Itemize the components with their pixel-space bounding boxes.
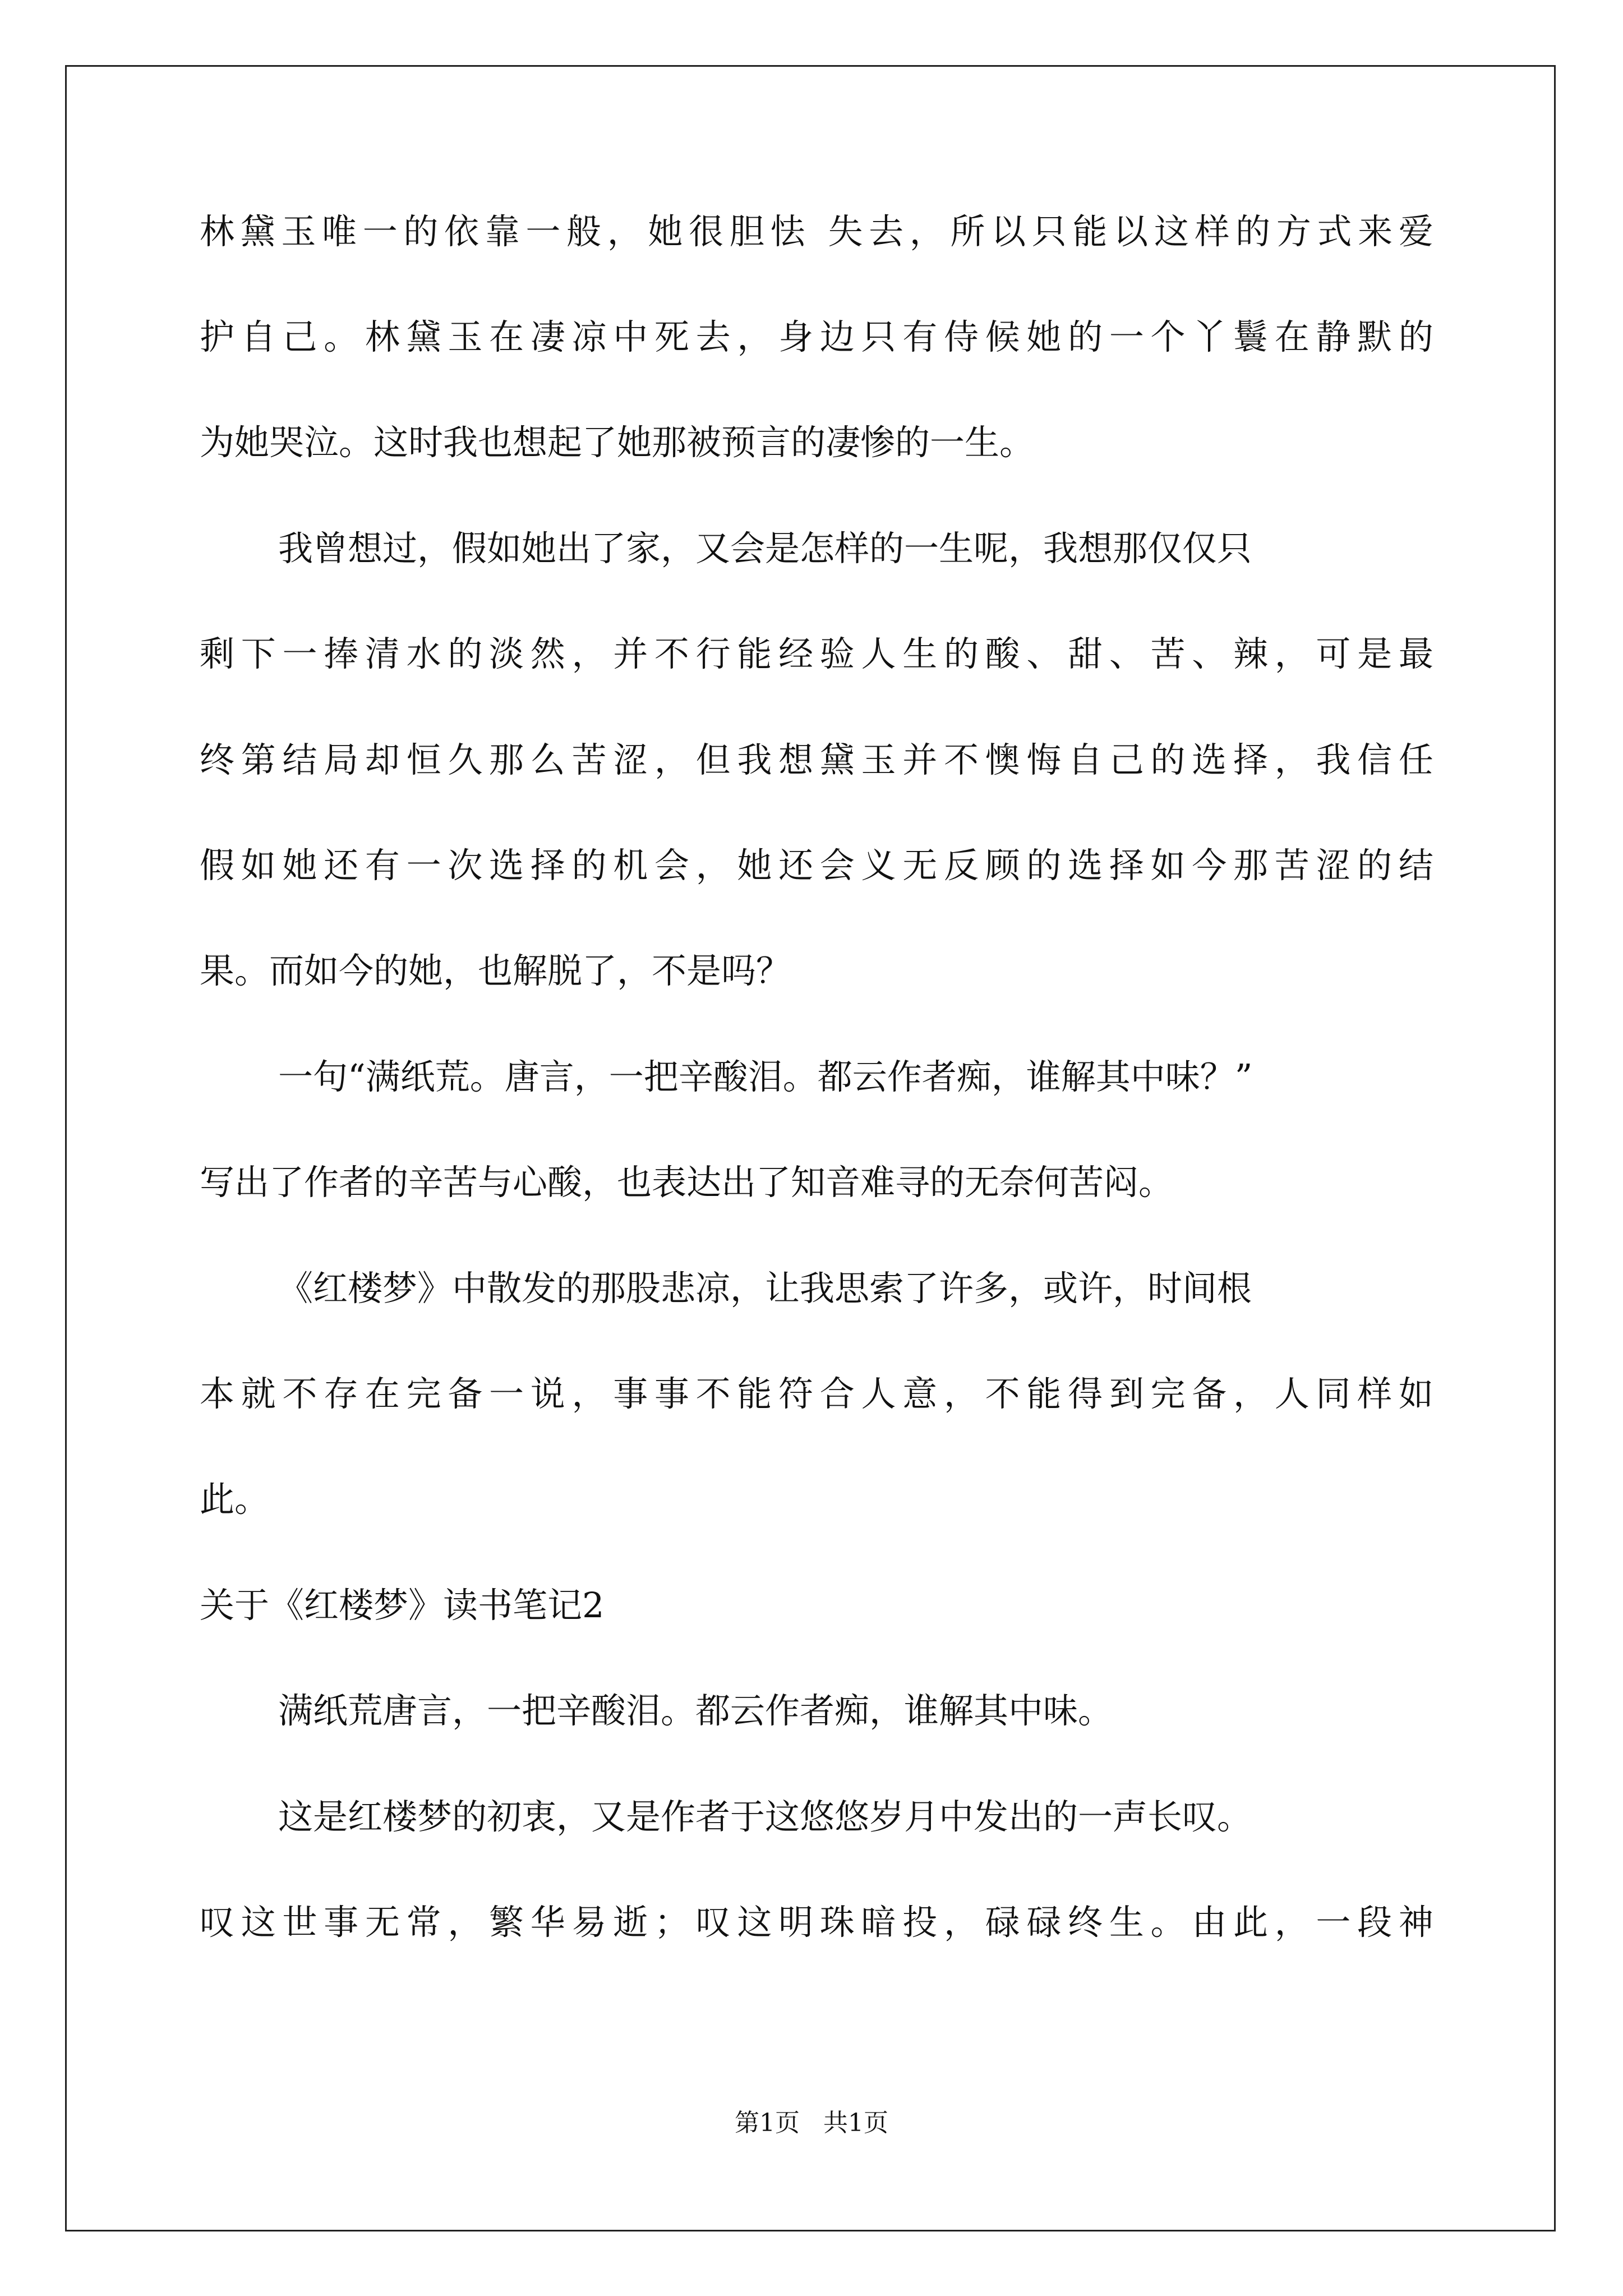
paragraph-first-line: 一句“满纸荒。唐言，一把辛酸泪。都云作者痴，谁解其中味？”	[278, 1056, 1253, 1097]
page-number-footer: 第1页 共1页	[735, 2109, 888, 2137]
body-line: 为她哭泣。这时我也想起了她那被预言的凄惨的一生。	[200, 422, 1035, 463]
section-heading: 关于《红楼梦》读书笔记2	[200, 1585, 605, 1626]
paragraph-first-line: 这是红楼梦的初衷，又是作者于这悠悠岁月中发出的一声长叹。	[278, 1796, 1252, 1837]
body-line: 剩 下 一 捧 清 水 的 淡 然 ， 并 不 行 能 经 验 人 生 的 酸 、 甜 、 苦 、 辣 ， 可 是 最	[200, 633, 1433, 674]
body-line: 林 黛 玉 唯 一 的 依 靠 一 般 ， 她 很 胆 怯 失 去 ， 所 以 只 能 以 这 样 的 方 式 来 爱	[200, 211, 1433, 252]
paragraph-first-line: 《红楼梦》中散发的那股悲凉，让我思索了许多，或许，时间根	[278, 1268, 1252, 1309]
body-line: 终 第 结 局 却 恒 久 那 么 苦 涩 ， 但 我 想 黛 玉 并 不 懊 悔 自 己 的 选 择 ， 我 信 任	[200, 739, 1433, 780]
body-line: 果。而如今的她，也解脱了，不是吗？	[200, 950, 791, 991]
body-line: 本 就 不 存 在 完 备 一 说 ， 事 事 不 能 符 合 人 意 ， 不 能 得 到 完 备 ， 人 同 样 如	[200, 1373, 1433, 1414]
paragraph-first-line: 我曾想过，假如她出了家，又会是怎样的一生呢，我想那仅仅只	[278, 528, 1252, 569]
body-line: 护 自 己 。 林 黛 玉 在 凄 凉 中 死 去 ， 身 边 只 有 侍 候 她 的 一 个 丫 鬟 在 静 默 的	[200, 316, 1433, 357]
body-line: 写出了作者的辛苦与心酸，也表达出了知音难寻的无奈何苦闷。	[200, 1162, 1174, 1203]
body-line: 假 如 她 还 有 一 次 选 择 的 机 会 ， 她 还 会 义 无 反 顾 的 选 择 如 今 那 苦 涩 的 结	[200, 845, 1433, 886]
body-line: 此。	[200, 1479, 270, 1520]
paragraph-first-line: 满纸荒唐言，一把辛酸泪。都云作者痴，谁解其中味。	[278, 1690, 1113, 1731]
body-line: 叹 这 世 事 无 常 ， 繁 华 易 逝 ； 叹 这 明 珠 暗 投 ， 碌 碌 终 生 。 由 此 ， 一 段 神	[200, 1902, 1433, 1943]
